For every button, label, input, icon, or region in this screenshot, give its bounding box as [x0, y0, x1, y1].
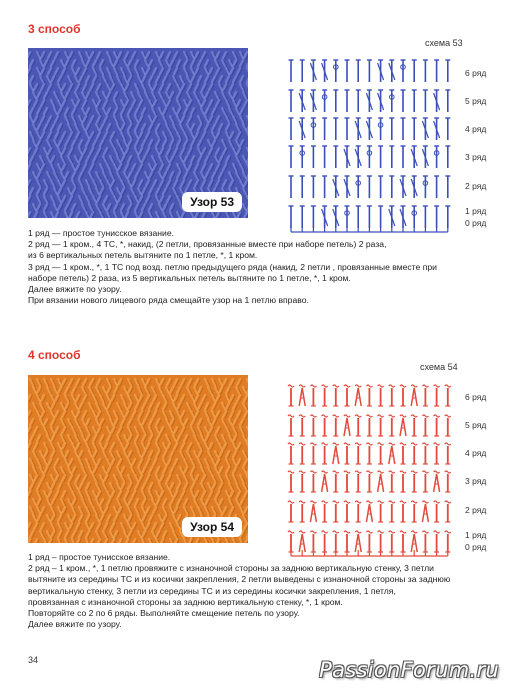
scheme-stitch-symbol: [299, 385, 305, 406]
scheme-stitch-symbol: [401, 118, 406, 140]
scheme-stitch-symbol: [345, 60, 350, 82]
scheme-stitch-symbol: [322, 443, 328, 464]
scheme-stitch-symbol: [345, 206, 350, 228]
scheme-stitch-symbol: [378, 501, 384, 522]
scheme-stitch-symbol: [434, 118, 440, 140]
scheme-53: [285, 38, 495, 228]
scheme-stitch-symbol: [378, 443, 384, 464]
scheme-stitch-symbol: [355, 415, 361, 436]
scheme-stitch-symbol: [434, 501, 440, 522]
scheme-stitch-symbol: [299, 443, 305, 464]
text-line: 2 ряд — 1 кром., 4 ТС, *, накид, (2 петли, провязанные вместе при наборе петель) 2 раза,: [28, 239, 387, 250]
scheme-stitch-symbol: [389, 415, 395, 436]
scheme-stitch-symbol: [311, 176, 316, 198]
scheme-stitch-symbol: [300, 206, 305, 228]
scheme-stitch-symbol: [411, 501, 417, 522]
scheme-stitch-symbol: [288, 415, 294, 436]
scheme-stitch-symbol: [389, 146, 394, 168]
site-watermark: PassionForum.ru: [319, 658, 499, 682]
scheme-54: [285, 362, 495, 552]
scheme-stitch-symbol: [411, 471, 417, 492]
scheme-stitch-symbol: [333, 531, 339, 552]
scheme-stitch-symbol: [389, 118, 394, 140]
photo-label-53: Узор 53: [182, 192, 242, 212]
scheme-row-label: 5 ряд: [465, 96, 487, 106]
scheme-stitch-symbol: [356, 206, 361, 228]
scheme-stitch-symbol: [434, 206, 439, 228]
section-heading-method-3: 3 способ: [28, 22, 81, 36]
scheme-stitch-symbol: [345, 90, 350, 112]
scheme-stitch-symbol: [344, 176, 350, 198]
scheme-stitch-symbol: [289, 176, 294, 198]
scheme-stitch-symbol: [389, 443, 395, 464]
scheme-stitch-symbol: [412, 90, 417, 112]
scheme-row-label: 5 ряд: [465, 420, 487, 430]
scheme-stitch-symbol: [322, 531, 328, 552]
scheme-stitch-symbol: [422, 415, 428, 436]
scheme-stitch-symbol: [400, 531, 406, 552]
scheme-stitch-symbol: [400, 176, 406, 198]
scheme-stitch-symbol: [310, 471, 316, 492]
scheme-stitch-symbol: [400, 443, 406, 464]
scheme-grid-54: [285, 374, 460, 559]
scheme-stitch-symbol: [356, 90, 361, 112]
scheme-grid-53: [285, 50, 460, 235]
scheme-stitch-symbol: [389, 501, 395, 522]
scheme-stitch-symbol: [423, 90, 428, 112]
scheme-stitch-symbol: [445, 385, 451, 406]
scheme-stitch-symbol: [333, 443, 339, 464]
scheme-stitch-symbol: [310, 443, 316, 464]
text-line: наборе петель) 2 раза, из 5 вертикальных петель вытяните по 1 петле, *, 1 кром.: [28, 272, 351, 283]
scheme-stitch-symbol: [355, 531, 361, 552]
scheme-row-label: 2 ряд: [465, 505, 487, 515]
scheme-row-label: 3 ряд: [465, 152, 487, 162]
scheme-stitch-symbol: [400, 206, 406, 228]
scheme-stitch-symbol: [389, 60, 395, 82]
photo-label-54: Узор 54: [182, 517, 242, 537]
scheme-stitch-symbol: [422, 443, 428, 464]
scheme-stitch-symbol: [355, 443, 361, 464]
scheme-stitch-symbol: [378, 146, 383, 168]
scheme-stitch-symbol: [423, 60, 428, 82]
scheme-stitch-symbol: [322, 60, 328, 82]
scheme-stitch-symbol: [288, 443, 294, 464]
scheme-stitch-symbol: [434, 90, 440, 112]
scheme-stitch-symbol: [378, 60, 384, 82]
scheme-stitch-symbol: [300, 60, 305, 82]
scheme-stitch-symbol: [401, 60, 406, 82]
scheme-stitch-symbol: [423, 206, 428, 228]
text-line: вертикальную стенку, 3 петли из середины ТС и из середины косички закрепления, 1 петля,: [28, 585, 396, 596]
scheme-stitch-symbol: [366, 471, 372, 492]
scheme-stitch-symbol: [299, 118, 305, 140]
scheme-stitch-symbol: [299, 471, 305, 492]
text-line: Повторяйте со 2 по 6 ряды. Выполняйте смещение петель по узору.: [28, 608, 300, 619]
scheme-stitch-symbol: [299, 90, 305, 112]
text-line: из 6 вертикальных петель вытяните по 1 петле, *, 1 кром.: [28, 250, 258, 261]
scheme-stitch-symbol: [333, 385, 339, 406]
scheme-stitch-symbol: [344, 443, 350, 464]
scheme-stitch-symbol: [434, 415, 440, 436]
scheme-stitch-symbol: [366, 385, 372, 406]
scheme-stitch-symbol: [289, 146, 294, 168]
scheme-stitch-symbol: [300, 146, 305, 168]
scheme-stitch-symbol: [445, 176, 450, 198]
scheme-stitch-symbol: [445, 415, 451, 436]
scheme-stitch-symbol: [366, 531, 372, 552]
scheme-stitch-symbol: [378, 90, 384, 112]
knitting-photo-53: [28, 48, 248, 218]
scheme-stitch-symbol: [288, 501, 294, 522]
scheme-stitch-symbol: [356, 176, 361, 198]
text-line: 2 ряд – 1 кром., *, 1 петлю провяжите с изнаночной стороны за заднюю вертикальную стенку, 3 петли: [28, 563, 434, 574]
scheme-stitch-symbol: [445, 146, 450, 168]
scheme-stitch-symbol: [344, 415, 350, 436]
scheme-stitch-symbol: [344, 146, 350, 168]
scheme-stitch-symbol: [366, 501, 372, 522]
scheme-stitch-symbol: [389, 471, 395, 492]
text-line: Далее вяжите по узору.: [28, 619, 122, 630]
scheme-stitch-symbol: [367, 176, 372, 198]
knitting-photo-54: [28, 375, 248, 543]
scheme-row-label: 4 ряд: [465, 124, 487, 134]
scheme-stitch-symbol: [378, 206, 383, 228]
scheme-title-53: схема 53: [425, 38, 463, 48]
scheme-stitch-symbol: [445, 501, 451, 522]
scheme-stitch-symbol: [333, 60, 338, 82]
scheme-stitch-symbol: [333, 90, 338, 112]
scheme-stitch-symbol: [333, 206, 339, 228]
scheme-stitch-symbol: [378, 118, 383, 140]
scheme-stitch-symbol: [412, 206, 417, 228]
text-line: 1 ряд — простое тунисское вязание.: [28, 228, 175, 238]
scheme-stitch-symbol: [322, 415, 328, 436]
scheme-stitch-symbol: [366, 415, 372, 436]
scheme-stitch-symbol: [299, 415, 305, 436]
scheme-row-label: 6 ряд: [465, 68, 487, 78]
scheme-stitch-symbol: [289, 206, 294, 228]
text-line: 1 ряд – простое тунисское вязание.: [28, 552, 171, 562]
text-line: 3 ряд — 1 кром., *, 1 ТС под возд. петлю предыдущего ряда (накид, 2 петли , провязанные вместе при: [28, 261, 437, 272]
scheme-stitch-symbol: [378, 531, 384, 552]
scheme-row-label: 0 ряд: [465, 218, 487, 228]
text-line: вытяните из середины ТС и из косички закрепления, 2 петли выведены с изнаночной стороны за заднюю: [28, 574, 451, 585]
scheme-stitch-symbol: [310, 415, 316, 436]
scheme-stitch-symbol: [422, 146, 428, 168]
scheme-stitch-symbol: [445, 206, 450, 228]
scheme-stitch-symbol: [322, 471, 328, 492]
text-line: провязанная с изнаночной стороны за заднюю вертикальную стенку, *, 1 кром.: [28, 596, 343, 607]
scheme-stitch-symbol: [434, 471, 440, 492]
scheme-stitch-symbol: [322, 90, 327, 112]
scheme-stitch-symbol: [299, 501, 305, 522]
scheme-stitch-symbol: [412, 118, 417, 140]
scheme-stitch-symbol: [288, 531, 294, 552]
scheme-stitch-symbol: [288, 385, 294, 406]
scheme-stitch-symbol: [355, 146, 361, 168]
scheme-stitch-symbol: [311, 206, 316, 228]
pattern-54-description: [28, 552, 488, 630]
scheme-stitch-symbol: [445, 471, 451, 492]
scheme-stitch-symbol: [411, 146, 417, 168]
scheme-stitch-symbol: [434, 443, 440, 464]
scheme-stitch-symbol: [389, 531, 395, 552]
scheme-stitch-symbol: [288, 471, 294, 492]
scheme-stitch-symbol: [423, 176, 428, 198]
scheme-stitch-symbol: [333, 501, 339, 522]
page-number: 34: [28, 655, 39, 665]
text-line: Далее вяжите по узору.: [28, 284, 122, 295]
scheme-stitch-symbol: [412, 60, 417, 82]
scheme-stitch-symbol: [366, 443, 372, 464]
scheme-stitch-symbol: [367, 146, 372, 168]
scheme-stitch-symbol: [310, 531, 316, 552]
scheme-stitch-symbol: [344, 501, 350, 522]
scheme-stitch-symbol: [434, 176, 439, 198]
scheme-stitch-symbol: [378, 385, 384, 406]
text-line: При вязании нового лицевого ряда смещайте узор на 1 петлю вправо.: [28, 295, 309, 306]
scheme-stitch-symbol: [310, 90, 316, 112]
scheme-stitch-symbol: [322, 206, 328, 228]
scheme-stitch-symbol: [355, 385, 361, 406]
scheme-stitch-symbol: [300, 176, 305, 198]
scheme-stitch-symbol: [389, 385, 395, 406]
scheme-stitch-symbol: [411, 415, 417, 436]
scheme-stitch-symbol: [400, 415, 406, 436]
scheme-stitch-symbol: [366, 118, 372, 140]
scheme-stitch-symbol: [445, 118, 450, 140]
scheme-stitch-symbol: [434, 60, 439, 82]
scheme-stitch-symbol: [322, 146, 327, 168]
scheme-stitch-symbol: [344, 531, 350, 552]
scheme-stitch-symbol: [445, 90, 450, 112]
scheme-row-label: 1 ряд: [465, 206, 487, 216]
scheme-stitch-symbol: [310, 385, 316, 406]
scheme-stitch-symbol: [333, 118, 338, 140]
scheme-stitch-symbol: [445, 60, 450, 82]
scheme-stitch-symbol: [401, 90, 406, 112]
scheme-stitch-symbol: [311, 118, 316, 140]
scheme-stitch-symbol: [355, 471, 361, 492]
scheme-stitch-symbol: [344, 385, 350, 406]
scheme-stitch-symbol: [411, 176, 417, 198]
scheme-stitch-symbol: [355, 501, 361, 522]
scheme-stitch-symbol: [422, 501, 428, 522]
scheme-stitch-symbol: [355, 118, 361, 140]
scheme-stitch-symbol: [445, 531, 451, 552]
scheme-stitch-symbol: [434, 531, 440, 552]
scheme-row-label: 3 ряд: [465, 476, 487, 486]
scheme-stitch-symbol: [411, 385, 417, 406]
scheme-stitch-symbol: [333, 415, 339, 436]
scheme-stitch-symbol: [434, 146, 439, 168]
scheme-stitch-symbol: [345, 118, 350, 140]
scheme-stitch-symbol: [378, 471, 384, 492]
scheme-stitch-symbol: [411, 531, 417, 552]
scheme-stitch-symbol: [310, 60, 316, 82]
scheme-stitch-symbol: [310, 501, 316, 522]
scheme-stitch-symbol: [333, 471, 339, 492]
scheme-stitch-symbol: [400, 471, 406, 492]
scheme-stitch-symbol: [333, 176, 339, 198]
scheme-stitch-symbol: [411, 443, 417, 464]
scheme-stitch-symbol: [400, 385, 406, 406]
scheme-stitch-symbol: [333, 146, 338, 168]
scheme-stitch-symbol: [322, 501, 328, 522]
scheme-stitch-symbol: [289, 90, 294, 112]
scheme-stitch-symbol: [389, 176, 394, 198]
scheme-stitch-symbol: [422, 531, 428, 552]
scheme-stitch-symbol: [378, 415, 384, 436]
scheme-stitch-symbol: [422, 118, 428, 140]
scheme-row-label: 6 ряд: [465, 392, 487, 402]
scheme-stitch-symbol: [366, 90, 372, 112]
scheme-stitch-symbol: [322, 176, 327, 198]
scheme-stitch-symbol: [344, 471, 350, 492]
scheme-stitch-symbol: [367, 60, 372, 82]
scheme-title-54: схема 54: [420, 362, 458, 372]
scheme-stitch-symbol: [400, 501, 406, 522]
scheme-stitch-symbol: [389, 206, 395, 228]
scheme-stitch-symbol: [401, 146, 406, 168]
scheme-stitch-symbol: [356, 60, 361, 82]
scheme-stitch-symbol: [422, 471, 428, 492]
scheme-stitch-symbol: [367, 206, 372, 228]
scheme-stitch-symbol: [389, 90, 394, 112]
scheme-stitch-symbol: [311, 146, 316, 168]
scheme-row-label: 0 ряд: [465, 542, 487, 552]
scheme-stitch-symbol: [322, 385, 328, 406]
scheme-stitch-symbol: [322, 118, 327, 140]
scheme-row-label: 1 ряд: [465, 530, 487, 540]
scheme-stitch-symbol: [289, 118, 294, 140]
pattern-53-description: [28, 228, 488, 306]
scheme-stitch-symbol: [422, 385, 428, 406]
section-heading-method-4: 4 способ: [28, 348, 81, 362]
scheme-row-label: 4 ряд: [465, 448, 487, 458]
scheme-stitch-symbol: [299, 531, 305, 552]
scheme-stitch-symbol: [378, 176, 383, 198]
scheme-stitch-symbol: [445, 443, 451, 464]
scheme-stitch-symbol: [434, 385, 440, 406]
scheme-row-label: 2 ряд: [465, 181, 487, 191]
scheme-stitch-symbol: [289, 60, 294, 82]
